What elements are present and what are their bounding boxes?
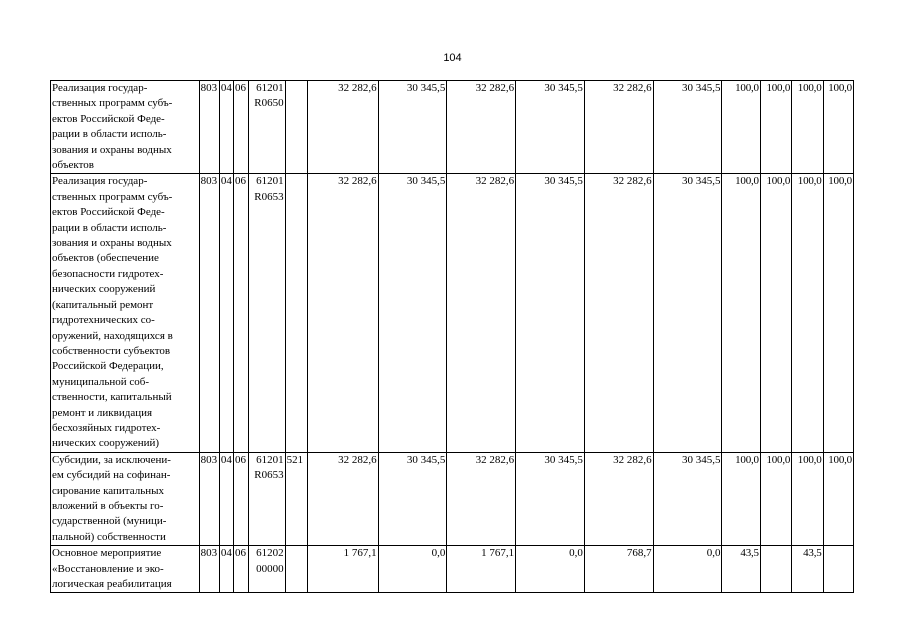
percent-cell: 100,0 [722,452,760,545]
ministry-code-cell: 803 [199,174,219,452]
percent-cell: 100,0 [760,452,791,545]
percent-cell: 43,5 [792,546,823,593]
row-name-cell [51,452,200,545]
target-article-line: 61202 [256,547,284,560]
amount-cell: 32 282,6 [307,452,378,545]
row-name-line: нических сооружений [52,283,156,296]
subsection-code-cell: 06 [234,546,249,593]
percent-cell: 100,0 [722,81,760,174]
percent-cell [760,546,791,593]
percent-cell: 43,5 [722,546,760,593]
section-code-cell: 04 [219,546,233,593]
row-name-line: рации в области исполь- [52,128,167,141]
percent-cell: 100,0 [722,174,760,452]
row-name-line: «Восстановление и эко- [52,562,164,575]
amount-cell: 32 282,6 [584,452,653,545]
row-name-line: Российской Федерации, [52,360,164,373]
percent-cell: 100,0 [792,452,823,545]
amount-cell: 32 282,6 [307,81,378,174]
target-article-line: R0653 [254,190,284,203]
row-name-line: объектов (обеспечение [52,252,159,265]
percent-cell: 100,0 [823,174,853,452]
target-article-line: 61201 [256,82,284,94]
row-name-line: нических сооружений) [52,437,160,450]
amount-cell: 30 345,5 [378,174,447,452]
section-code-cell: 04 [219,174,233,452]
ministry-code-cell: 803 [199,452,219,545]
percent-cell: 100,0 [792,174,823,452]
amount-cell: 30 345,5 [516,81,585,174]
amount-cell: 32 282,6 [584,81,653,174]
subsection-code-cell: 06 [234,452,249,545]
amount-cell: 30 345,5 [516,174,585,452]
target-article-line: 61201 [256,175,284,188]
row-name-line: Субсидии, за исключени- [52,453,171,466]
row-name-line: Основное мероприятие [52,547,162,560]
row-name-line: безопасности гидротех- [52,267,164,280]
row-name-line: сударственной (муници- [52,515,167,528]
amount-cell: 0,0 [378,546,447,593]
target-article-line: 61201 [256,453,284,466]
row-name-line: муниципальной соб- [52,375,150,388]
amount-cell: 1 767,1 [307,546,378,593]
expense-type-cell [285,174,307,452]
amount-cell: 30 345,5 [378,452,447,545]
row-name-cell [51,81,200,174]
table-row [51,81,854,174]
table-row [51,174,854,452]
row-name-line: собственности субъектов [52,344,171,357]
subsection-code-cell: 06 [234,174,249,452]
percent-cell: 100,0 [823,452,853,545]
expense-type-cell: 521 [285,452,307,545]
section-code-cell: 04 [219,81,233,174]
expense-type-cell [285,81,307,174]
row-name-line: рации в области исполь- [52,221,167,234]
target-article-cell [249,452,285,545]
row-name-line: сирование капитальных [52,484,164,497]
target-article-line: 00000 [256,562,284,575]
target-article-line: R0653 [254,469,284,482]
ministry-code-cell: 803 [199,81,219,174]
amount-cell: 768,7 [584,546,653,593]
budget-table [50,80,854,593]
amount-cell: 32 282,6 [447,452,516,545]
row-name-line: (капитальный ремонт [52,298,154,311]
subsection-code-cell: 06 [234,81,249,174]
row-name-cell [51,174,200,452]
amount-cell: 0,0 [653,546,722,593]
amount-cell: 30 345,5 [653,81,722,174]
amount-cell: 32 282,6 [447,174,516,452]
row-name-line: ремонт и ликвидация [52,406,153,419]
expense-type-cell [285,546,307,593]
amount-cell: 1 767,1 [447,546,516,593]
row-name-line: ственных программ субъ- [52,97,173,110]
row-name-cell [51,546,200,593]
amount-cell: 32 282,6 [307,174,378,452]
target-article-cell [249,546,285,593]
percent-cell: 100,0 [760,174,791,452]
target-article-line: R0650 [254,97,284,110]
percent-cell: 100,0 [823,81,853,174]
page-number: 104 [443,52,462,64]
amount-cell: 0,0 [516,546,585,593]
row-name-line: вложений в объекты го- [52,499,164,512]
row-name-line: ем субсидий на софинан- [52,469,171,482]
percent-cell: 100,0 [760,81,791,174]
row-name-line: пальной) собственности [52,530,166,543]
percent-cell [823,546,853,593]
amount-cell: 30 345,5 [653,452,722,545]
row-name-line: логическая реабилитация [52,578,172,590]
row-name-line: Реализация государ- [52,175,148,188]
target-article-cell [249,174,285,452]
row-name-line: ственных программ субъ- [52,190,173,203]
row-name-line: объектов [52,159,94,172]
row-name-line: гидротехнических со- [52,314,155,327]
table-row [51,546,854,593]
amount-cell: 30 345,5 [516,452,585,545]
ministry-code-cell: 803 [199,546,219,593]
amount-cell: 32 282,6 [584,174,653,452]
table-row [51,452,854,545]
row-name-line: зования и охраны водных [52,237,172,250]
row-name-line: оружений, находящихся в [52,329,173,342]
row-name-line: бесхозяйных гидротех- [52,421,161,434]
row-name-line: зования и охраны водных [52,143,172,156]
row-name-line: ектов Российской Феде- [52,206,165,219]
row-name-line: Реализация государ- [52,82,148,94]
amount-cell: 32 282,6 [447,81,516,174]
percent-cell: 100,0 [792,81,823,174]
amount-cell: 30 345,5 [378,81,447,174]
amount-cell: 30 345,5 [653,174,722,452]
row-name-line: ственности, капитальный [52,391,172,404]
target-article-cell [249,81,285,174]
section-code-cell: 04 [219,452,233,545]
row-name-line: ектов Российской Феде- [52,112,165,125]
